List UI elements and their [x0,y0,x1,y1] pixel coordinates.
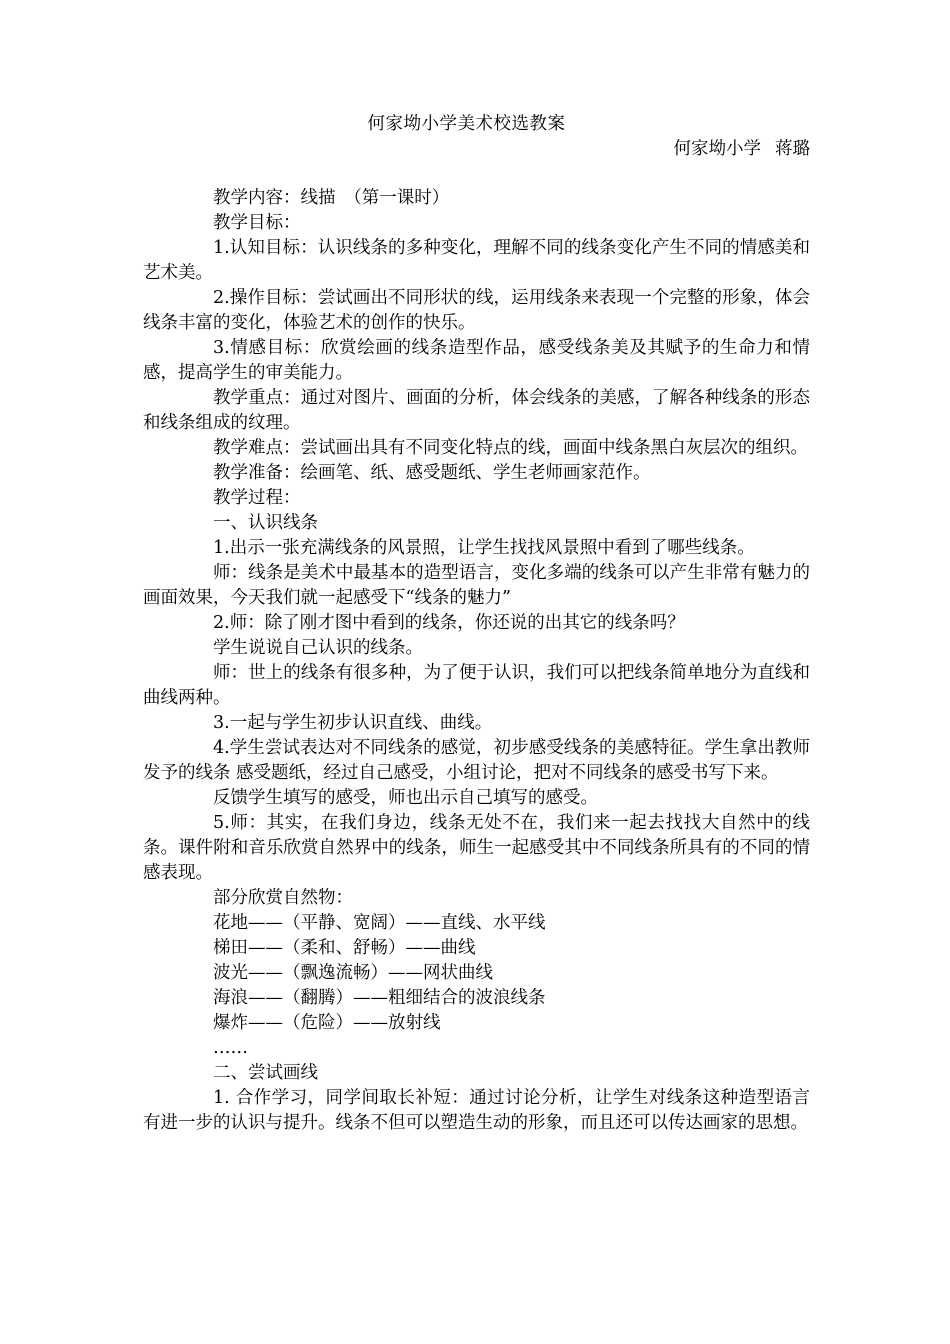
paragraph: 二、尝试画线 [213,1063,318,1083]
paragraph: 波光——（飘逸流畅）——网状曲线 [213,963,493,983]
document-page [143,112,810,1136]
paragraph: 1. 合作学习，同学间取长补短：通过讨论分析，让学生对线条这种造型语言有进一步的认识与提升。线条不但可以塑造生动的形象，而且还可以传达画家的思想。 [143,1088,810,1133]
author-line [143,137,810,162]
author-school: 何家坳小学 [673,139,761,159]
author-name: 蒋璐 [775,139,810,159]
paragraph: 师：世上的线条有很多种，为了便于认识，我们可以把线条简单地分为直线和曲线两种。 [143,663,810,708]
paragraph: 部分欣赏自然物： [213,888,353,908]
paragraph: 3.情感目标：欣赏绘画的线条造型作品，感受线条美及其赋予的生命力和情感，提高学生的审美能力。 [143,338,810,383]
paragraph: 4.学生尝试表达对不同线条的感觉，初步感受线条的美感特征。学生拿出教师发予的线条 感受题纸，经过自己感受，小组讨论，把对不同线条的感受书写下来。 [143,738,810,783]
paragraph: 教学难点：尝试画出具有不同变化特点的线，画面中线条黑白灰层次的组织。 [213,438,808,458]
paragraph: 反馈学生填写的感受，师也出示自己填写的感受。 [213,788,598,808]
paragraph: 1.认知目标：认识线条的多种变化，理解不同的线条变化产生不同的情感美和艺术美。 [143,238,810,283]
paragraph: 2.操作目标：尝试画出不同形状的线，运用线条来表现一个完整的形象，体会线条丰富的变化，体验艺术的创作的快乐。 [143,288,810,333]
paragraph: 5.师：其实，在我们身边，线条无处不在，我们来一起去找找大自然中的线条。课件附和音乐欣赏自然界中的线条，师生一起感受其中不同线条所具有的不同的情感表现。 [143,813,810,883]
paragraph: 教学内容：线描 （第一课时） [213,188,450,208]
document-title: 何家坳小学美术校选教案 [367,114,566,134]
paragraph: 教学重点：通过对图片、画面的分析，体会线条的美感，了解各种线条的形态和线条组成的纹理。 [143,388,810,433]
paragraph: 教学过程： [213,488,301,508]
paragraph: 海浪——（翻腾）——粗细结合的波浪线条 [213,988,546,1008]
paragraph: 3.一起与学生初步认识直线、曲线。 [213,713,493,733]
paragraph: 师：线条是美术中最基本的造型语言，变化多端的线条可以产生非常有魅力的画面效果，今天我们就一起感受下“线条的魅力” [143,563,810,608]
paragraph: 梯田——（柔和、舒畅）——曲线 [213,938,476,958]
paragraph: 爆炸——（危险）——放射线 [213,1013,441,1033]
paragraph: 1.出示一张充满线条的风景照，让学生找找风景照中看到了哪些线条。 [213,538,755,558]
paragraph: 2.师：除了刚才图中看到的线条，你还说的出其它的线条吗？ [213,613,685,633]
paragraph: 教学目标： [213,213,301,233]
paragraph: …… [213,1038,248,1058]
paragraph: 学生说说自己认识的线条。 [213,638,423,658]
paragraph: 教学准备：绘画笔、纸、感受题纸、学生老师画家范作。 [213,463,651,483]
paragraph: 一、认识线条 [213,513,318,533]
paragraph: 花地——（平静、宽阔）——直线、水平线 [213,913,546,933]
document-body [143,186,810,1136]
